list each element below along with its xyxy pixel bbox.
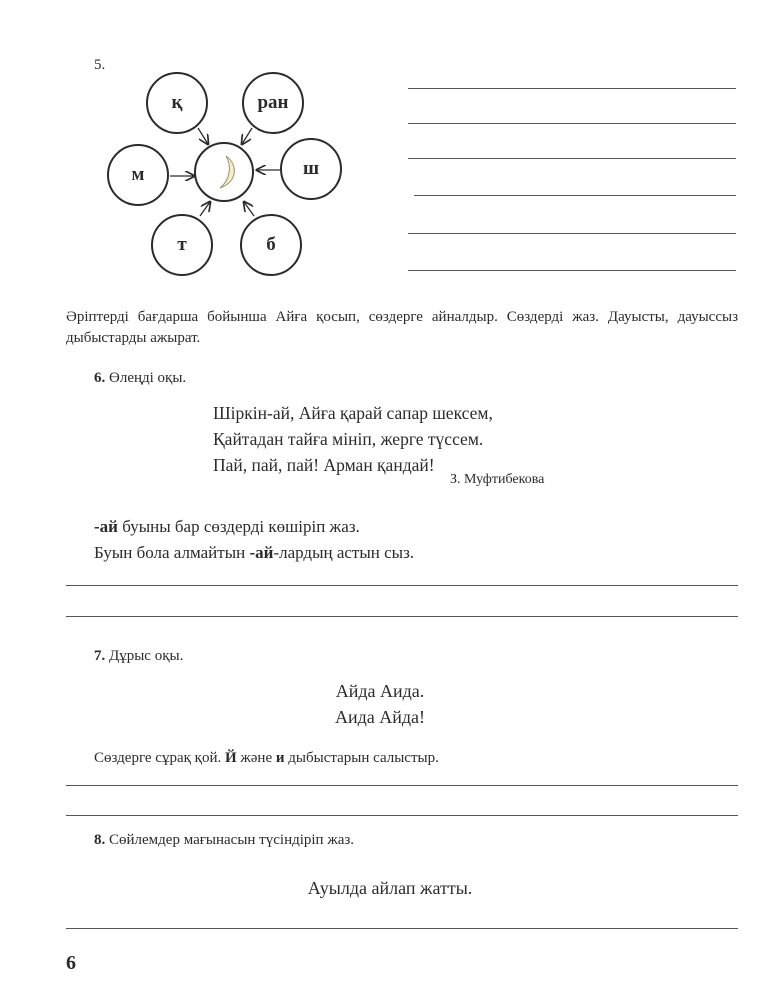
answer-line[interactable] [66,785,738,786]
answer-line[interactable] [66,585,738,586]
letter-circle-left: м [107,144,169,206]
instruction-text: -лардың астын сыз. [273,543,415,562]
answer-line[interactable] [414,195,736,196]
poem-line: Шіркін-ай, Айға қарай сапар шексем, [213,403,493,423]
task5-number: 5. [94,57,106,73]
letter-circle-bottom-right: б [240,214,302,276]
arrow-top-right [242,128,252,144]
bold-suffix: -ай [249,543,274,562]
instruction-text: Сөздерге сұрақ қой. [94,750,225,766]
task8-title: Сөйлемдер мағынасын түсіндіріп жаз. [105,832,355,848]
arrow-bottom-right [244,202,254,216]
poem-line: Пай, пай, пай! Арман қандай! [213,455,435,475]
task7-number: 7. [94,648,106,664]
answer-line[interactable] [408,158,736,159]
task7-instruction [94,750,439,767]
arrow-top-left [198,128,208,144]
arrow-bottom-left [200,202,210,216]
task8-heading [94,832,354,849]
task6-instruction [94,514,414,566]
answer-line[interactable] [408,88,736,89]
instruction-text: дыбыстарын салыстыр. [284,750,439,766]
task6-instruction-line2 [94,540,414,566]
letter-moon-diagram [100,58,360,290]
task8-number: 8. [94,832,106,848]
crescent-moon-icon [204,152,244,192]
letter-circle-bottom-left: т [151,214,213,276]
task6-title: Өлеңді оқы. [105,370,187,386]
task5-instruction: Әріптерді бағдарша бойынша Айға қосып, сөздерге айналдыр. Сөздерді жаз. Дауысты, дауыссыз дыбыстарды ажырат. [66,309,738,346]
answer-line[interactable] [66,928,738,929]
read-line: Айда Аида. [335,681,425,701]
letter-circle-right: ш [280,138,342,200]
poem-line: Қайтадан тайға мініп, жерге түссем. [213,429,484,449]
task6-instruction-line1 [94,514,414,540]
answer-line[interactable] [66,815,738,816]
poem [213,400,493,478]
task7-title: Дұрыс оқы. [105,648,184,664]
task8-sentence: Ауылда айлап жатты. [307,878,473,898]
bold-letter: Й [224,750,237,766]
task7-lines [250,678,510,730]
page-number: 6 [66,952,76,974]
task6-number: 6. [94,370,106,386]
instruction-text: Буын бола алмайтын [94,543,250,562]
instruction-text: буыны бар сөздерді көшіріп жаз. [117,517,360,536]
read-line: Аида Айда! [334,707,426,727]
bold-suffix: -ай [94,517,118,536]
letter-circle-top-right: ран [242,72,304,134]
answer-line[interactable] [408,270,736,271]
poem-author: З. Муфтибекова [450,472,545,487]
moon-center-circle [194,142,254,202]
task7-heading [94,648,183,665]
answer-line[interactable] [66,616,738,617]
answer-line[interactable] [408,123,736,124]
letter-circle-top-left: қ [146,72,208,134]
bold-letter: и [275,750,285,766]
answer-line[interactable] [408,233,736,234]
instruction-text: және [236,750,276,766]
task6-heading [94,370,186,387]
